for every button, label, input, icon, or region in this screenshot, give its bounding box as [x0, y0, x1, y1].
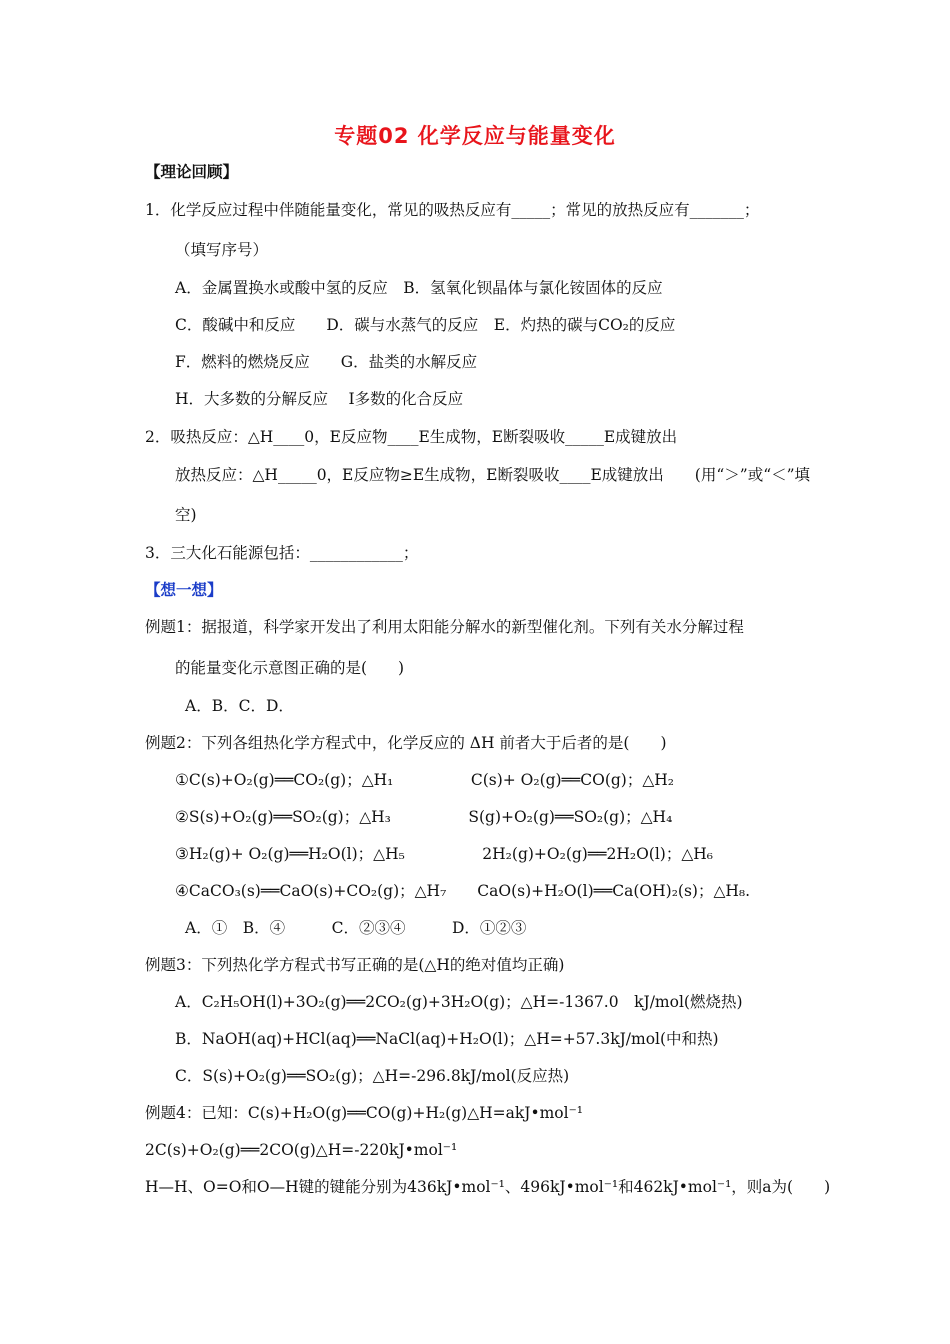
text-line: A．B．C．D． — [185, 697, 294, 715]
text-line: C．S(s)+O₂(g)══SO₂(g)；△H=-296.8kJ/mol(反应热) — [175, 1067, 570, 1085]
text-line: 的能量变化示意图正确的是( ) — [175, 659, 405, 677]
text-line: 1．化学反应过程中伴随能量变化，常见的吸热反应有_____；常见的放热反应有_______； — [145, 201, 760, 219]
text-line: 例题2：下列各组热化学方程式中，化学反应的 ΔH 前者大于后者的是( ) — [145, 734, 667, 752]
text-line: A．C₂H₅OH(l)+3O₂(g)══2CO₂(g)+3H₂O(g)；△H=-1367.0 kJ/mol(燃烧热) — [175, 993, 743, 1011]
text-line: C．酸碱中和反应 D．碳与水蒸气的反应 E．灼热的碳与CO₂的反应 — [175, 316, 676, 334]
text-line: 空) — [175, 506, 197, 524]
text-line: 【理论回顾】 — [145, 162, 239, 181]
text-line: ③H₂(g)+ O₂(g)══H₂O(l)；△H₅ 2H₂(g)+O₂(g)══2H₂O(l)；△H₆ — [175, 845, 713, 863]
text-line: （填写序号） — [175, 241, 269, 259]
text-line: 2．吸热反应：△H____0，E反应物____E生成物，E断裂吸收_____E成键放出 — [145, 428, 678, 446]
text-line: ①C(s)+O₂(g)══CO₂(g)；△H₁ C(s)+ O₂(g)══CO(g)；△H₂ — [175, 771, 674, 789]
text-line: 3．三大化石能源包括：____________； — [145, 544, 419, 562]
text-line: B．NaOH(aq)+HCl(aq)══NaCl(aq)+H₂O(l)；△H=+57.3kJ/mol(中和热) — [175, 1030, 719, 1048]
text-line: H．大多数的分解反应 I多数的化合反应 — [175, 390, 464, 408]
text-line: A．金属置换水或酸中氢的反应 B．氢氧化钡晶体与氯化铵固体的反应 — [175, 279, 663, 297]
text-line: 例题1：据报道，科学家开发出了利用太阳能分解水的新型催化剂。下列有关水分解过程 — [145, 618, 744, 636]
text-line: 放热反应：△H_____0，E反应物≥E生成物，E断裂吸收____E成键放出 (用“＞”或“＜”填 — [175, 466, 811, 484]
text-line: F．燃料的燃烧反应 G．盐类的水解反应 — [175, 353, 478, 371]
text-line: ④CaCO₃(s)══CaO(s)+CO₂(g)；△H₇ CaO(s)+H₂O(l)══Ca(OH)₂(s)；△H₈. — [175, 882, 751, 900]
text-line: 例题3：下列热化学方程式书写正确的是(△H的绝对值均正确) — [145, 956, 565, 974]
text-line: 【想一想】 — [145, 580, 223, 599]
text-line: 2C(s)+O₂(g)══2CO(g)△H=-220kJ•mol⁻¹ — [145, 1141, 458, 1159]
text-line: ②S(s)+O₂(g)══SO₂(g)；△H₃ S(g)+O₂(g)══SO₂(g)；△H₄ — [175, 808, 673, 826]
text-line: A．① B．④ C．②③④ D．①②③ — [185, 919, 527, 937]
text-line: H—H、O=O和O—H键的键能分别为436kJ•mol⁻¹、496kJ•mol⁻¹和462kJ•mol⁻¹，则a为( ) — [145, 1178, 831, 1196]
page-title: 专题02 化学反应与能量变化 — [334, 124, 616, 148]
text-line: 例题4：已知：C(s)+H₂O(g)══CO(g)+H₂(g)△H=akJ•mol⁻¹ — [145, 1104, 583, 1122]
